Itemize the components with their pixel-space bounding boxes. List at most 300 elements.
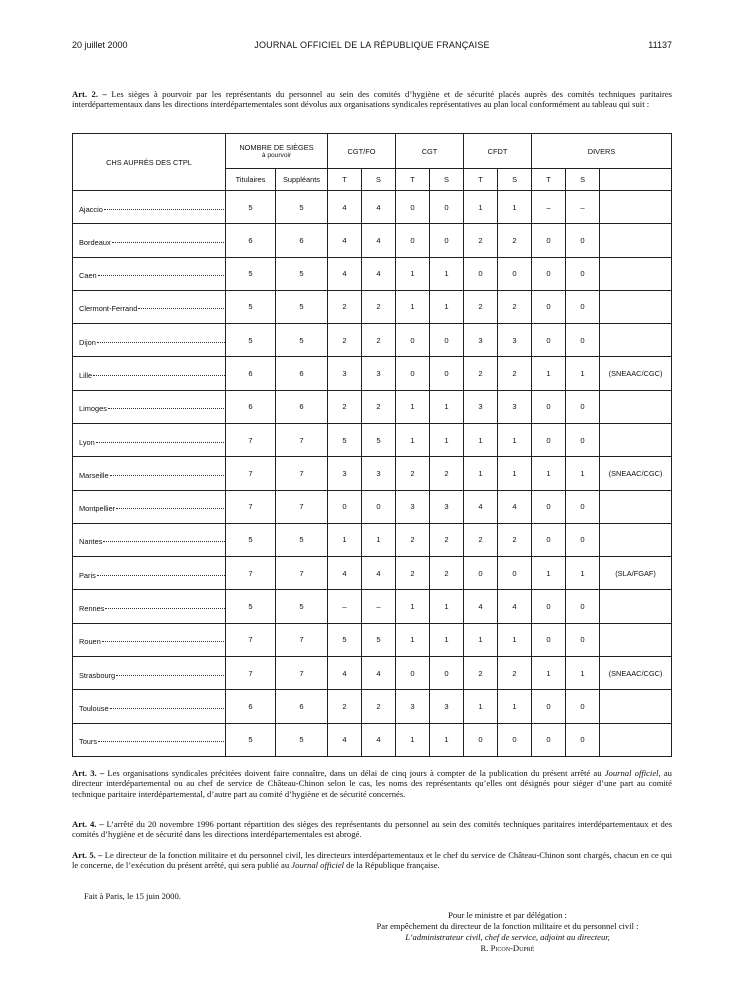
col-header-cgtfo-t: T [328,169,362,191]
table-row [73,257,672,290]
cell-cfdt-s: 4 [498,490,532,523]
cell-fo-t: 4 [328,557,362,590]
table-row [73,290,672,323]
cell-cfdt-t: 1 [464,191,498,224]
cell-sup: 5 [276,324,328,357]
table-row [73,423,672,456]
cell-div-t: 0 [532,224,566,257]
cell-div-t: 0 [532,423,566,456]
cell-cgt-t: 1 [396,590,430,623]
cell-cgt-t: 1 [396,723,430,757]
table-row [73,191,672,224]
cell-fo-t: 4 [328,224,362,257]
cell-fo-s: 3 [362,457,396,490]
cell-sup: 6 [276,390,328,423]
cell-divers-note [600,590,672,623]
cell-cfdt-s: 2 [498,224,532,257]
signature-block [330,910,685,954]
article-3-text-b: au directeur interdépartemental ou au chef de service de Château-Chinon selon le cas, les noms des représentants qu’elles ont désignés pour siéger d’une part au comité technique paritaire interdépartemental, d’autre part au comité d’hygiène et de sécurité concernés. [72,768,672,799]
cell-fo-t: 5 [328,623,362,656]
cell-tit: 6 [226,224,276,257]
leader-dots [108,408,226,409]
article-5-text-b: de la République française. [344,860,440,871]
cell-cfdt-s: 1 [498,690,532,723]
cell-cgt-t: 0 [396,191,430,224]
ctpl-name-cell [73,557,226,590]
cell-divers-note: (SNEAAC/CGC) [600,656,672,689]
cell-fo-t: 4 [328,656,362,689]
cell-fo-t: 2 [328,290,362,323]
cell-fo-t: – [328,590,362,623]
cell-cfdt-t: 2 [464,656,498,689]
col-header-ctpl: CHS AUPRÈS DES CTPL [73,134,226,191]
cell-div-s: 1 [566,656,600,689]
cell-cfdt-s: 2 [498,357,532,390]
leader-dots [112,242,226,243]
cell-divers-note [600,390,672,423]
cell-cfdt-s: 4 [498,590,532,623]
cell-cgt-t: 1 [396,290,430,323]
cell-tit: 7 [226,656,276,689]
cell-tit: 5 [226,590,276,623]
cell-cfdt-s: 1 [498,623,532,656]
cell-divers-note: (SNEAAC/CGC) [600,357,672,390]
cell-cgt-s: 1 [430,723,464,757]
header-date: 20 juillet 2000 [72,40,128,50]
cell-fo-t: 2 [328,390,362,423]
cell-cfdt-s: 2 [498,656,532,689]
cell-cgt-s: 3 [430,490,464,523]
cell-divers-note [600,191,672,224]
cell-cgt-s: 2 [430,457,464,490]
cell-sup: 5 [276,523,328,556]
table-row [73,723,672,757]
col-header-cgt-s: S [430,169,464,191]
article-4-label: Art. 4. – [72,819,104,829]
leader-dots [105,608,225,609]
cell-fo-s: 2 [362,290,396,323]
cell-cfdt-s: 0 [498,557,532,590]
cell-fo-t: 4 [328,257,362,290]
cell-div-s: 0 [566,224,600,257]
cell-sup: 7 [276,490,328,523]
cell-tit: 7 [226,623,276,656]
signature-line-1: Pour le ministre et par délégation : [448,910,567,920]
cell-div-t: 0 [532,590,566,623]
leader-dots [104,209,226,210]
cell-cgt-t: 3 [396,490,430,523]
cell-fo-t: 4 [328,723,362,757]
cell-cgt-s: 0 [430,324,464,357]
ctpl-name-cell [73,623,226,656]
cell-sup: 7 [276,656,328,689]
cell-cgt-t: 1 [396,390,430,423]
cell-tit: 7 [226,557,276,590]
cell-tit: 7 [226,457,276,490]
cell-cfdt-t: 0 [464,257,498,290]
cell-cfdt-t: 2 [464,357,498,390]
cell-cfdt-s: 2 [498,290,532,323]
cell-fo-s: 5 [362,423,396,456]
cell-fo-s: 4 [362,723,396,757]
cell-cgt-t: 3 [396,690,430,723]
ctpl-name-cell [73,523,226,556]
cell-div-s: 0 [566,423,600,456]
col-header-cgt: CGT [396,134,464,169]
leader-dots [97,575,226,576]
cell-tit: 7 [226,423,276,456]
col-header-cgt-t: T [396,169,430,191]
ctpl-name: Paris [79,570,96,580]
cell-div-s: 0 [566,290,600,323]
leader-dots [116,508,225,509]
cell-divers-note [600,224,672,257]
cell-divers-note [600,623,672,656]
cell-cfdt-t: 4 [464,590,498,623]
cell-cfdt-t: 1 [464,457,498,490]
cell-divers-note [600,423,672,456]
cell-divers-note: (SLA/FGAF) [600,557,672,590]
cell-div-t: 0 [532,723,566,757]
article-2-label: Art. 2. – [72,89,107,99]
cell-cfdt-t: 2 [464,523,498,556]
col-header-cfdt: CFDT [464,134,532,169]
article-3-label: Art. 3. – [72,768,105,778]
cell-fo-s: 4 [362,191,396,224]
table-row [73,357,672,390]
article-3 [72,768,672,799]
table-row [73,457,672,490]
cell-fo-t: 3 [328,457,362,490]
cell-div-t: 0 [532,690,566,723]
cell-tit: 6 [226,690,276,723]
table-row [73,590,672,623]
cell-cfdt-t: 0 [464,723,498,757]
article-3-journal: Journal officiel, [604,768,661,778]
cell-fo-s: 4 [362,557,396,590]
table-row [73,690,672,723]
cell-cgt-s: 1 [430,423,464,456]
ctpl-name: Limoges [79,404,107,414]
cell-sup: 7 [276,423,328,456]
ctpl-name: Clermont-Ferrand [79,304,138,314]
cell-cgt-t: 1 [396,257,430,290]
cell-divers-note [600,723,672,757]
cell-cgt-t: 0 [396,357,430,390]
cell-fo-s: 4 [362,257,396,290]
cell-cgt-s: 1 [430,257,464,290]
col-header-divers: DIVERS [532,134,672,169]
cell-cgt-s: 1 [430,390,464,423]
ctpl-name-cell [73,390,226,423]
cell-cgt-t: 1 [396,423,430,456]
cell-divers-note [600,324,672,357]
ctpl-name: Tours [79,737,98,747]
table-row [73,390,672,423]
cell-fo-s: 5 [362,623,396,656]
cell-div-s: 0 [566,623,600,656]
cell-fo-t: 4 [328,191,362,224]
cell-cfdt-t: 4 [464,490,498,523]
cell-tit: 5 [226,257,276,290]
cell-cgt-t: 0 [396,224,430,257]
cell-tit: 5 [226,191,276,224]
col-header-cgtfo-s: S [362,169,396,191]
table-row [73,656,672,689]
cell-tit: 7 [226,490,276,523]
cell-div-s: 0 [566,590,600,623]
cell-div-s: 0 [566,690,600,723]
cell-cfdt-s: 0 [498,723,532,757]
cell-cfdt-s: 0 [498,257,532,290]
cell-div-s: 0 [566,324,600,357]
cell-cfdt-t: 2 [464,224,498,257]
cell-cgt-t: 1 [396,623,430,656]
ctpl-name-cell [73,191,226,224]
cell-sup: 6 [276,357,328,390]
cell-sup: 7 [276,457,328,490]
ctpl-name-cell [73,357,226,390]
cell-sup: 5 [276,290,328,323]
ctpl-name-cell [73,423,226,456]
cell-div-t: 0 [532,623,566,656]
leader-dots [98,741,225,742]
article-5-journal: Journal officiel [291,860,345,871]
cell-div-s: 1 [566,457,600,490]
page-header [72,40,672,54]
col-header-sieges-title: NOMBRE DE SIÈGES [239,143,314,152]
ctpl-name: Toulouse [79,703,109,713]
cell-fo-t: 0 [328,490,362,523]
cell-cgt-s: 0 [430,656,464,689]
cell-div-s: 0 [566,490,600,523]
cell-cgt-t: 2 [396,457,430,490]
cell-fo-s: – [362,590,396,623]
article-3-text-a: Les organisations syndicales précitées doivent faire connaître, dans un délai de cinq jours à compter de la publication du présent arrêté au [104,768,605,778]
article-5-label: Art. 5. – [72,850,103,860]
article-2 [72,89,672,110]
signatory-name: R. Picon-Dupré [480,943,535,953]
cell-div-s: 0 [566,257,600,290]
cell-cgt-s: 0 [430,224,464,257]
ctpl-name: Bordeaux [79,237,111,247]
ctpl-name: Ajaccio [79,204,103,214]
cell-divers-note: (SNEAAC/CGC) [600,457,672,490]
cell-div-t: 1 [532,557,566,590]
cell-fo-s: 2 [362,324,396,357]
leader-dots [96,442,226,443]
cell-div-s: 0 [566,390,600,423]
ctpl-name-cell [73,224,226,257]
ctpl-name: Nantes [79,537,103,547]
ctpl-name: Lille [79,371,93,381]
leader-dots [102,641,226,642]
ctpl-name-cell [73,590,226,623]
col-header-sieges [226,134,328,169]
cell-sup: 6 [276,224,328,257]
cell-cgt-s: 2 [430,557,464,590]
cell-cfdt-s: 3 [498,390,532,423]
leader-dots [138,308,225,309]
leader-dots [98,275,226,276]
cell-fo-t: 1 [328,523,362,556]
ctpl-name-cell [73,690,226,723]
col-header-suppleants: Suppléants [276,169,328,191]
col-header-cfdt-s: S [498,169,532,191]
article-5 [72,850,672,871]
cell-cgt-s: 2 [430,523,464,556]
cell-sup: 5 [276,590,328,623]
cell-fo-t: 3 [328,357,362,390]
cell-cfdt-t: 3 [464,390,498,423]
cell-tit: 5 [226,723,276,757]
cell-fo-t: 2 [328,324,362,357]
ctpl-name: Rennes [79,604,105,614]
cell-div-t: – [532,191,566,224]
cell-div-t: 1 [532,457,566,490]
cell-sup: 5 [276,191,328,224]
cell-cgt-t: 2 [396,557,430,590]
cell-div-t: 1 [532,656,566,689]
cell-fo-s: 2 [362,390,396,423]
cell-sup: 5 [276,723,328,757]
cell-tit: 5 [226,324,276,357]
table-row [73,324,672,357]
cell-cgt-t: 0 [396,656,430,689]
ctpl-name: Strasbourg [79,670,116,680]
cell-divers-note [600,257,672,290]
page-number: 11137 [648,40,672,50]
ctpl-name: Marseille [79,470,109,480]
table-row [73,490,672,523]
cell-divers-note [600,523,672,556]
cell-cfdt-t: 2 [464,290,498,323]
signature-line-2: Par empêchement du directeur de la fonction militaire et du personnel civil : [376,921,639,931]
cell-tit: 6 [226,357,276,390]
cell-cfdt-s: 1 [498,457,532,490]
cell-div-s: 0 [566,523,600,556]
leader-dots [116,675,225,676]
col-header-divers-t: T [532,169,566,191]
cell-cgt-s: 1 [430,590,464,623]
leader-dots [110,708,226,709]
article-2-text: Les sièges à pourvoir par les représentants du personnel au sein des comités d’hygiène et de sécurité placés auprès des comités techniques paritaires interdépartementaux dans les directions interdépartementales sont dévolus aux organisations syndicales représentatives au plan local conformément au tableau qui suit : [72,89,673,110]
col-header-titulaires: Titulaires [226,169,276,191]
cell-cgt-s: 0 [430,191,464,224]
col-header-divers-note [600,169,672,191]
cell-fo-s: 0 [362,490,396,523]
cell-sup: 7 [276,557,328,590]
ctpl-name: Rouen [79,637,101,647]
cell-div-s: – [566,191,600,224]
cell-cfdt-s: 3 [498,324,532,357]
signature-line-3: L’administrateur civil, chef de service, adjoint au directeur, [405,932,610,942]
article-5-text-a: Le directeur de la fonction militaire et du personnel civil, les directeurs interdépartementaux et le chef du service de Château-Chinon sont chargés, chacun en ce qui le concerne, de l’exécution du présent arrêté, qui sera publié au [72,850,673,871]
cell-cgt-s: 1 [430,290,464,323]
cell-cfdt-t: 3 [464,324,498,357]
ctpl-name-cell [73,723,226,757]
cell-cfdt-s: 2 [498,523,532,556]
cell-cfdt-t: 1 [464,623,498,656]
cell-div-s: 1 [566,557,600,590]
cell-tit: 6 [226,390,276,423]
leader-dots [110,475,226,476]
cell-divers-note [600,290,672,323]
cell-divers-note [600,690,672,723]
col-header-cgtfo: CGT/FO [328,134,396,169]
ctpl-name-cell [73,324,226,357]
cell-tit: 5 [226,290,276,323]
ctpl-name-cell [73,490,226,523]
cell-cfdt-s: 1 [498,423,532,456]
cell-div-t: 1 [532,357,566,390]
ctpl-name-cell [73,656,226,689]
header-title: JOURNAL OFFICIEL DE LA RÉPUBLIQUE FRANÇAISE [254,40,490,50]
article-4-text: L’arrêté du 20 novembre 1996 portant répartition des sièges des représentants du personnel au sein des comités techniques paritaires interdépartementaux et des comités d’hygiène et de sécurité dans les directions interdépartementales est abrogé. [72,819,672,840]
col-header-divers-s: S [566,169,600,191]
ctpl-name: Dijon [79,337,96,347]
cell-div-t: 0 [532,257,566,290]
cell-cgt-t: 0 [396,324,430,357]
cell-divers-note [600,490,672,523]
col-header-sieges-sub: à pourvoir [261,152,292,159]
leader-dots [97,342,226,343]
cell-fo-t: 5 [328,423,362,456]
cell-fo-s: 2 [362,690,396,723]
cell-fo-t: 2 [328,690,362,723]
seats-table [72,133,672,757]
ctpl-name: Caen [79,271,97,281]
cell-fo-s: 4 [362,224,396,257]
cell-tit: 5 [226,523,276,556]
cell-cgt-s: 3 [430,690,464,723]
cell-div-t: 0 [532,490,566,523]
cell-cfdt-t: 1 [464,690,498,723]
cell-sup: 7 [276,623,328,656]
table-row [73,557,672,590]
cell-div-t: 0 [532,390,566,423]
cell-cgt-t: 2 [396,523,430,556]
ctpl-name-cell [73,290,226,323]
cell-cgt-s: 0 [430,357,464,390]
cell-div-t: 0 [532,324,566,357]
cell-sup: 5 [276,257,328,290]
table-row [73,623,672,656]
cell-div-t: 0 [532,290,566,323]
cell-fo-s: 1 [362,523,396,556]
ctpl-name-cell [73,257,226,290]
done-at: Fait à Paris, le 15 juin 2000. [84,891,181,901]
cell-sup: 6 [276,690,328,723]
col-header-cfdt-t: T [464,169,498,191]
leader-dots [103,541,225,542]
cell-fo-s: 3 [362,357,396,390]
cell-div-s: 0 [566,723,600,757]
cell-fo-s: 4 [362,656,396,689]
leader-dots [93,375,225,376]
ctpl-name-cell [73,457,226,490]
cell-cgt-s: 1 [430,623,464,656]
article-4 [72,819,672,840]
cell-div-t: 0 [532,523,566,556]
cell-cfdt-t: 0 [464,557,498,590]
cell-cfdt-s: 1 [498,191,532,224]
ctpl-name: Montpellier [79,504,116,514]
cell-cfdt-t: 1 [464,423,498,456]
table-row [73,224,672,257]
table-row [73,523,672,556]
ctpl-name: Lyon [79,437,95,447]
